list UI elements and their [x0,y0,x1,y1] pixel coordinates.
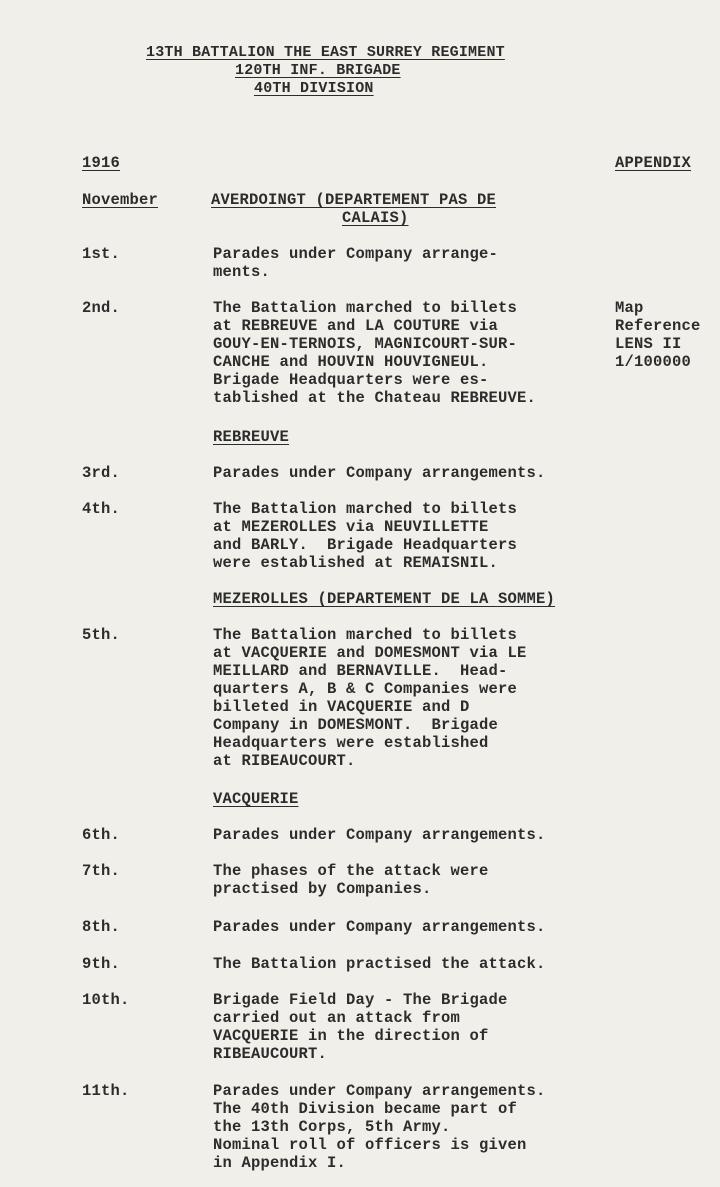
entry-line: the 13th Corps, 5th Army. [213,1118,451,1136]
entry-line: practised by Companies. [213,880,432,898]
entry-line: The Battalion practised the attack. [213,955,546,973]
appendix-heading: APPENDIX [615,154,692,172]
entry-line: Parades under Company arrangements. [213,464,546,482]
header-brigade: 120TH INF. BRIGADE [235,62,401,79]
entry-day: 6th. [82,826,121,844]
entry-line: Parades under Company arrangements. [213,1082,546,1100]
entry-line: Parades under Company arrangements. [213,826,546,844]
location-averdoingt-cont: CALAIS) [342,209,409,227]
entry-line: RIBEAUCOURT. [213,1045,328,1063]
location-averdoingt: AVERDOINGT (DEPARTEMENT PAS DE [211,191,497,209]
entry-day: 3rd. [82,464,121,482]
entry-day: 4th. [82,500,121,518]
entry-line: Nominal roll of officers is given [213,1136,527,1154]
entry-day: 5th. [82,626,121,644]
entry-line: GOUY-EN-TERNOIS, MAGNICOURT-SUR- [213,335,518,353]
month-heading: November [82,191,159,209]
header-division: 40TH DIVISION [254,80,374,97]
entry-line: billeted in VACQUERIE and D [213,698,470,716]
entry-line: CANCHE and HOUVIN HOUVIGNEUL. [213,353,489,371]
entry-line: Parades under Company arrange- [213,245,499,263]
entry-line: ments. [213,263,271,281]
map-reference: 1/100000 [615,353,692,371]
entry-line: The 40th Division became part of [213,1100,518,1118]
entry-line: quarters A, B & C Companies were [213,680,518,698]
map-reference: Reference [615,317,701,335]
map-reference: LENS II [615,335,682,353]
entry-line: at RIBEAUCOURT. [213,752,356,770]
entry-day: 1st. [82,245,121,263]
year-heading: 1916 [82,154,121,172]
entry-line: Brigade Headquarters were es- [213,371,489,389]
entry-line: VACQUERIE in the direction of [213,1027,489,1045]
location-mezerolles: MEZEROLLES (DEPARTEMENT DE LA SOMME) [213,590,556,608]
entry-line: were established at REMAISNIL. [213,554,499,572]
entry-line: at MEZEROLLES via NEUVILLETTE [213,518,489,536]
entry-day: 7th. [82,862,121,880]
entry-day: 2nd. [82,299,121,317]
entry-line: Parades under Company arrangements. [213,918,546,936]
entry-line: at VACQUERIE and DOMESMONT via LE [213,644,527,662]
location-vacquerie: VACQUERIE [213,790,299,808]
entry-day: 8th. [82,918,121,936]
entry-line: The Battalion marched to billets [213,500,518,518]
entry-day: 10th. [82,991,130,1009]
entry-line: The Battalion marched to billets [213,299,518,317]
entry-day: 11th. [82,1082,130,1100]
header-battalion: 13TH BATTALION THE EAST SURREY REGIMENT [146,44,505,61]
entry-line: Company in DOMESMONT. Brigade [213,716,499,734]
entry-line: Headquarters were established [213,734,489,752]
entry-line: at REBREUVE and LA COUTURE via [213,317,499,335]
entry-line: in Appendix I. [213,1154,347,1172]
entry-line: tablished at the Chateau REBREUVE. [213,389,537,407]
entry-line: MEILLARD and BERNAVILLE. Head- [213,662,508,680]
entry-line: The Battalion marched to billets [213,626,518,644]
entry-line: carried out an attack from [213,1009,461,1027]
entry-day: 9th. [82,955,121,973]
map-reference: Map [615,299,644,317]
entry-line: The phases of the attack were [213,862,489,880]
entry-line: Brigade Field Day - The Brigade [213,991,508,1009]
entry-line: and BARLY. Brigade Headquarters [213,536,518,554]
location-rebreuve: REBREUVE [213,428,290,446]
